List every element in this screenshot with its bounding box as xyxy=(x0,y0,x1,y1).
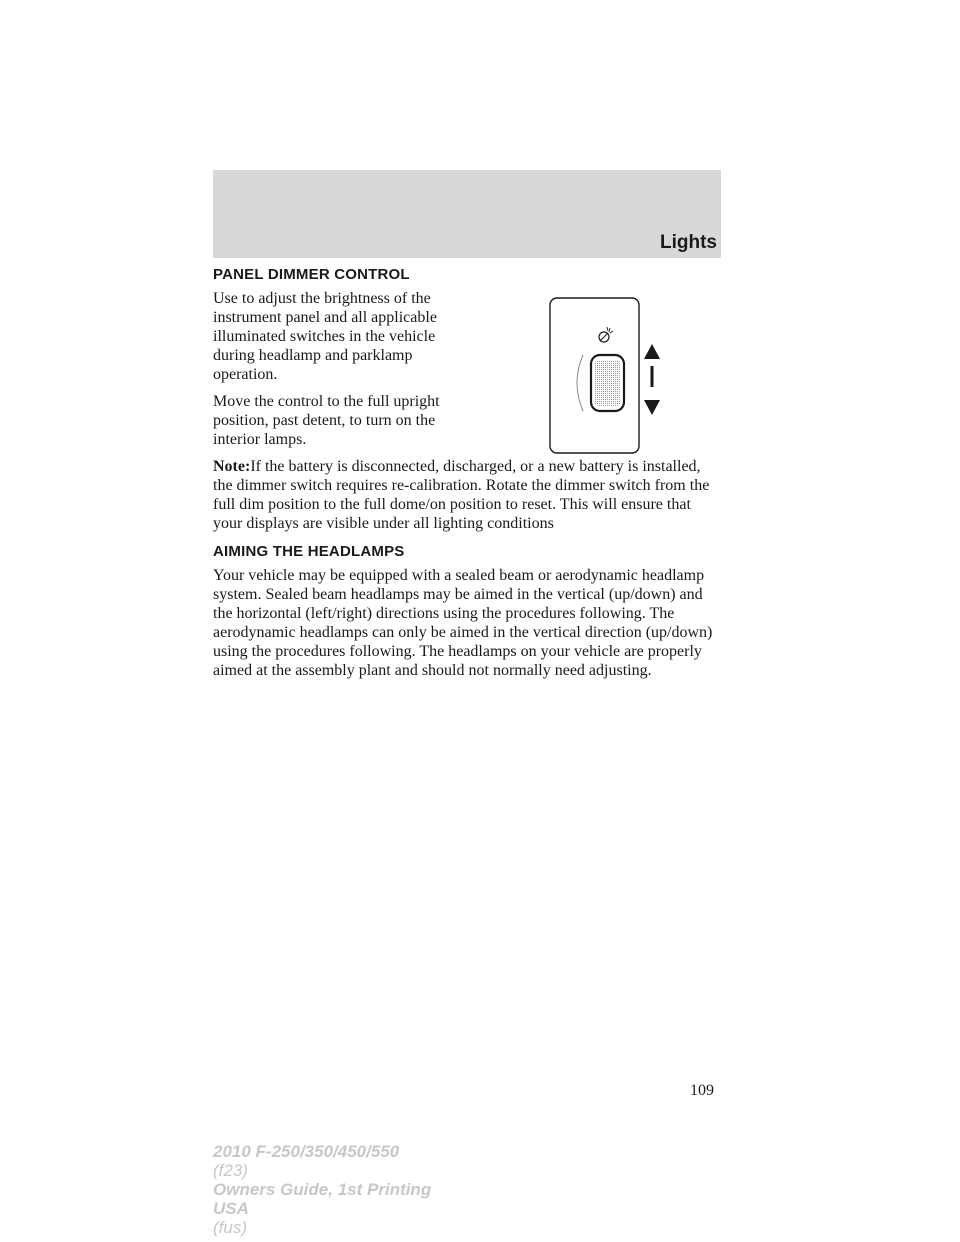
aiming-heading: AIMING THE HEADLAMPS xyxy=(213,543,405,560)
panel-dimmer-paragraph-1: Use to adjust the brightness of the instrument panel and all applicable illuminated switches in the vehicle during headlamp and parklamp operation. xyxy=(213,290,437,383)
footer-line-3 xyxy=(213,1199,431,1237)
page-content xyxy=(213,266,723,688)
header-band xyxy=(213,170,721,258)
page-number: 109 xyxy=(690,1082,714,1099)
footer-imprint xyxy=(213,1142,431,1237)
footer-line-2: Owners Guide, 1st Printing xyxy=(213,1180,432,1199)
footer-line-1 xyxy=(213,1142,431,1180)
footer-model-code: (f23) xyxy=(213,1161,248,1180)
aiming-paragraph: Your vehicle may be equipped with a sealed beam or aerodynamic headlamp system. Sealed beam headlamps may be aimed in the vertical (up/down) and the horizontal (left/right) directions using the procedures following. The aerodynamic headlamps can only be aimed in the vertical direction (up/down) using the procedures following. The headlamps on your vehicle are properly aimed at the assembly plant and should not normally need adjusting. xyxy=(213,567,713,679)
note-label: Note: xyxy=(213,458,251,475)
footer-market-code: (fus) xyxy=(213,1218,247,1237)
note-text: If the battery is disconnected, discharged, or a new battery is installed, the dimmer switch requires re-calibration. Rotate the dimmer switch from the full dim position to the full dome/on position to reset. This will ensure that your displays are visible under all lighting conditions xyxy=(213,458,710,532)
panel-dimmer-paragraph-2: Move the control to the full upright position, past detent, to turn on the interior lamps. xyxy=(213,393,440,448)
section-title: Lights xyxy=(660,232,717,253)
footer-model: 2010 F-250/350/450/550 xyxy=(213,1142,400,1161)
panel-dimmer-note xyxy=(213,457,723,533)
panel-dimmer-heading: PANEL DIMMER CONTROL xyxy=(213,266,410,283)
footer-market: USA xyxy=(213,1199,249,1218)
